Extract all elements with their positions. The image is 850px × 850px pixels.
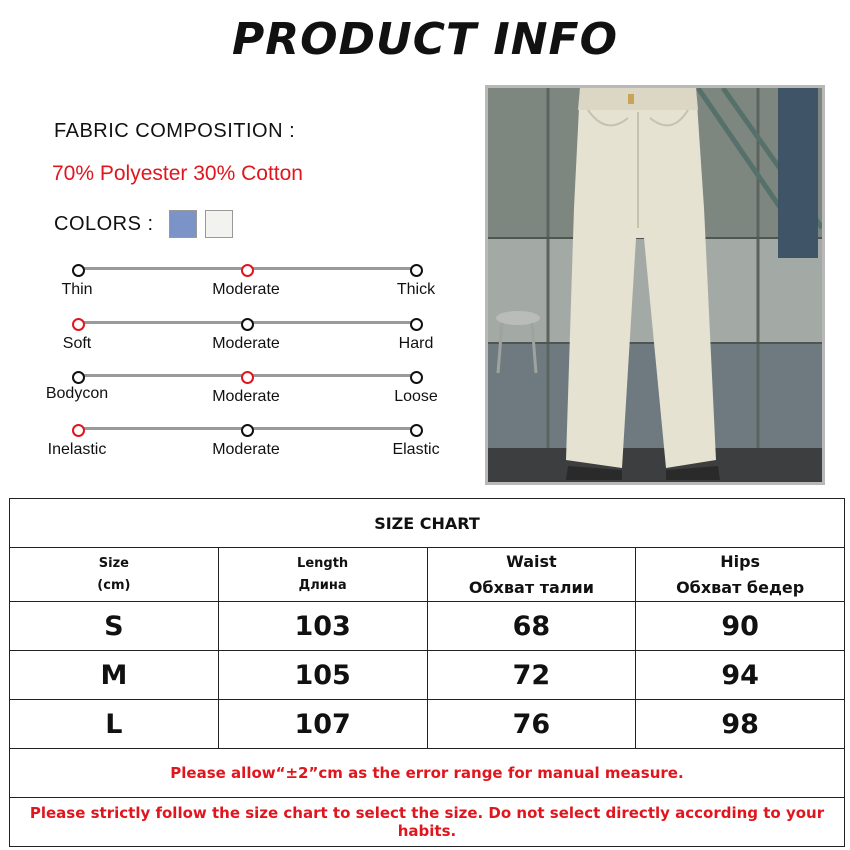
size-chart-title: SIZE CHART	[10, 499, 845, 548]
size-selection-note: Please strictly follow the size chart to select the size. Do not select directly according to your habits.	[10, 798, 845, 847]
scale-dot-moderate	[241, 264, 254, 277]
color-swatch-blue[interactable]	[169, 210, 197, 238]
scale-dot-thick	[410, 264, 423, 277]
scale-label-left: Inelastic	[47, 441, 107, 458]
scale-label-right: Loose	[394, 388, 438, 405]
scale-dot-moderate	[241, 371, 254, 384]
scale-label-middle: Moderate	[212, 281, 280, 298]
header-hips	[636, 548, 845, 602]
table-row	[10, 651, 845, 700]
cell-length: 103	[218, 602, 427, 651]
size-chart-table	[9, 498, 845, 847]
color-swatch-white[interactable]	[205, 210, 233, 238]
scale-dot-moderate	[241, 424, 254, 437]
scale-label-middle: Moderate	[212, 335, 280, 352]
header-size-line1: Size	[98, 555, 129, 571]
header-length-line1: Length	[297, 555, 349, 571]
table-row	[10, 700, 845, 749]
header-hips-line2: Обхват бедер	[676, 577, 805, 597]
cell-length: 105	[218, 651, 427, 700]
scale-dot-elastic	[410, 424, 423, 437]
scale-label-left: Soft	[62, 335, 92, 352]
cell-waist: 68	[427, 602, 636, 651]
header-waist	[427, 548, 636, 602]
scale-dot-thin	[72, 264, 85, 277]
scale-dot-inelastic	[72, 424, 85, 437]
scale-label-right: Hard	[398, 335, 434, 352]
header-length-line2: Длина	[298, 577, 347, 593]
scale-label-middle: Moderate	[212, 388, 280, 405]
fabric-composition-value: 70% Polyester 30% Cotton	[52, 162, 303, 185]
scale-dot-bodycon	[72, 371, 85, 384]
fabric-composition-label: FABRIC COMPOSITION :	[54, 120, 296, 142]
softness-scale	[40, 318, 460, 358]
header-size	[10, 548, 219, 602]
scale-dot-moderate	[241, 318, 254, 331]
page-title: PRODUCT INFO	[231, 14, 619, 65]
scale-label-middle: Moderate	[212, 441, 280, 458]
cell-hips: 98	[636, 700, 845, 749]
cell-length: 107	[218, 700, 427, 749]
header-waist-line1: Waist	[506, 551, 557, 571]
measurement-note: Please allow“±2”cm as the error range for manual measure.	[10, 749, 845, 798]
scale-label-left: Bodycon	[45, 385, 109, 402]
fit-scale	[40, 371, 460, 411]
cell-size: S	[10, 602, 219, 651]
scale-label-right: Thick	[396, 281, 436, 298]
cell-hips: 94	[636, 651, 845, 700]
elasticity-scale	[40, 424, 460, 464]
scale-dot-hard	[410, 318, 423, 331]
cell-hips: 90	[636, 602, 845, 651]
cell-waist: 76	[427, 700, 636, 749]
table-row	[10, 602, 845, 651]
scale-label-left: Thin	[61, 281, 93, 298]
cell-size: L	[10, 700, 219, 749]
thickness-scale	[40, 264, 460, 304]
cell-size: M	[10, 651, 219, 700]
colors-label: COLORS :	[54, 213, 154, 235]
scale-label-right: Elastic	[392, 441, 440, 458]
header-waist-line2: Обхват талии	[468, 577, 594, 597]
scale-dot-loose	[410, 371, 423, 384]
product-photo	[485, 85, 825, 485]
header-size-line2: (cm)	[97, 577, 131, 593]
scale-dot-soft	[72, 318, 85, 331]
product-photo-illustration	[488, 88, 822, 482]
header-length	[218, 548, 427, 602]
header-hips-line1: Hips	[720, 551, 761, 571]
cell-waist: 72	[427, 651, 636, 700]
